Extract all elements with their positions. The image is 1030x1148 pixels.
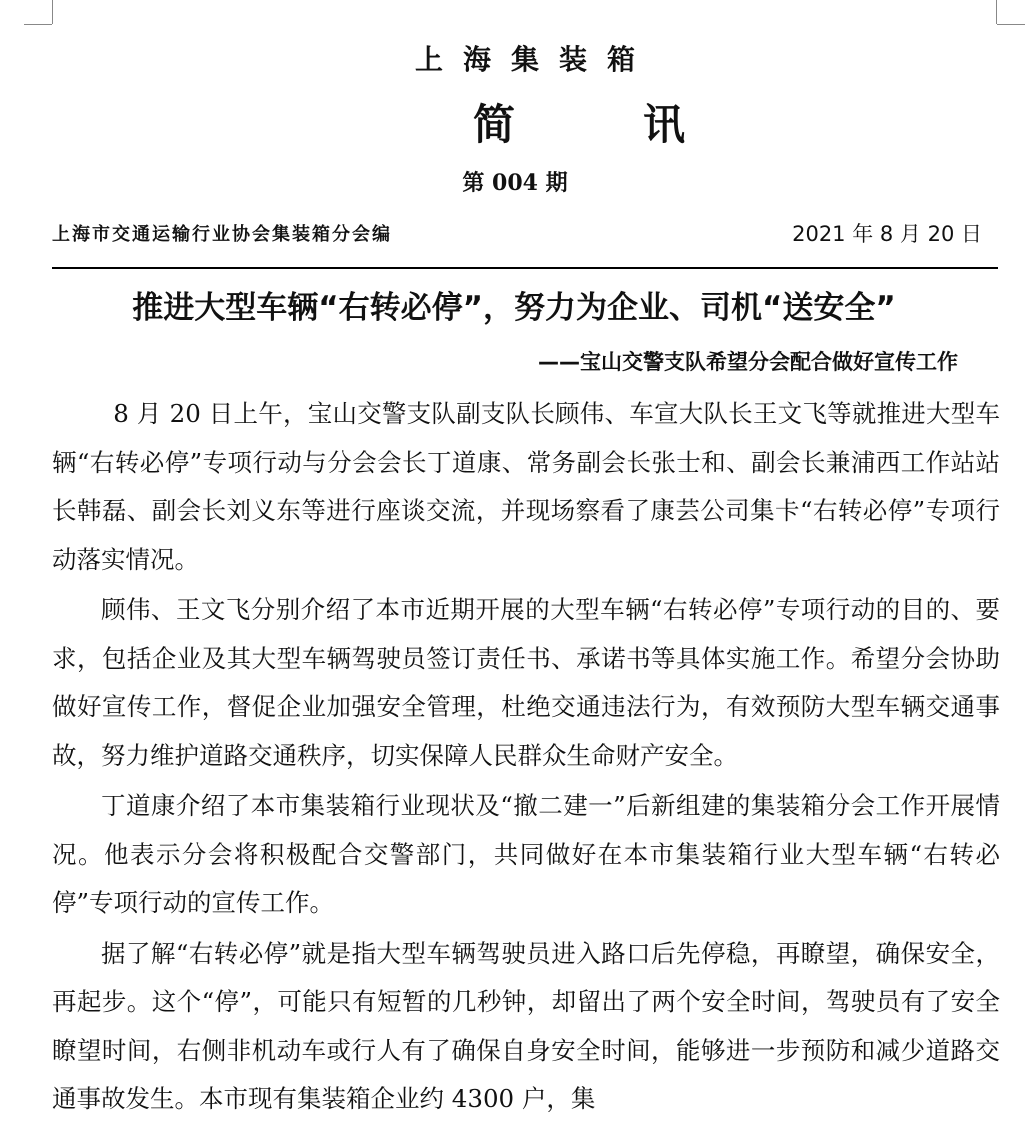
- crop-mark-top-left-h: [24, 24, 52, 25]
- masthead-org: 上海集装箱: [414, 43, 655, 76]
- header-divider: [52, 267, 998, 269]
- crop-mark-top-right: [996, 0, 997, 24]
- paragraph: 据了解“右转必停”就是指大型车辆驾驶员进入路口后先停稳，再瞭望，确保安全，再起步。这个“停”，可能只有短暂的几秒钟，却留出了两个安全时间，驾驶员有了安全瞭望时间，右侧非机动车或行人有了确保自身安全时间，能够进一步预防和减少道路交通事故发生。本市现有集装箱企业约 4300 户，集: [52, 938, 1000, 1113]
- paragraph: 顾伟、王文飞分别介绍了本市近期开展的大型车辆“右转必停”专项行动的目的、要求，包括企业及其大型车辆驾驶员签订责任书、承诺书等具体实施工作。希望分会协助做好宣传工作，督促企业加强安全管理，杜绝交通违法行为，有效预防大型车辆交通事故，努力维护道路交通秩序，切实保障人民群众生命财产安全。: [52, 595, 1000, 770]
- paragraph: 8 月 20 日上午，宝山交警支队副支队长顾伟、车宣大队长王文飞等就推进大型车辆“右转必停”专项行动与分会会长丁道康、常务副会长张士和、副会长兼浦西工作站站长韩磊、副会长刘义东等进行座谈交流，并现场察看了康芸公司集卡“右转必停”专项行动落实情况。: [52, 399, 1000, 574]
- paragraph: 丁道康介绍了本市集装箱行业现状及“撤二建一”后新组建的集装箱分会工作开展情况。他表示分会将积极配合交警部门，共同做好在本市集装箱行业大型车辆“右转必停”专项行动的宣传工作。: [52, 791, 1000, 917]
- article-body: [52, 390, 1000, 1126]
- editor-line: 上海市交通运输行业协会集装箱分会编: [52, 224, 392, 245]
- article-subtitle: ——宝山交警支队希望分会配合做好宣传工作: [538, 350, 958, 374]
- issue-date: 2021 年 8 月 20 日: [792, 222, 982, 246]
- masthead-title: 简讯: [472, 100, 813, 149]
- article-title: 推进大型车辆“右转必停”，努力为企业、司机“送安全”: [132, 290, 896, 326]
- issue-number: 第 004 期: [462, 170, 568, 196]
- crop-mark-top-right-h: [997, 24, 1025, 25]
- crop-mark-top-left: [52, 0, 53, 24]
